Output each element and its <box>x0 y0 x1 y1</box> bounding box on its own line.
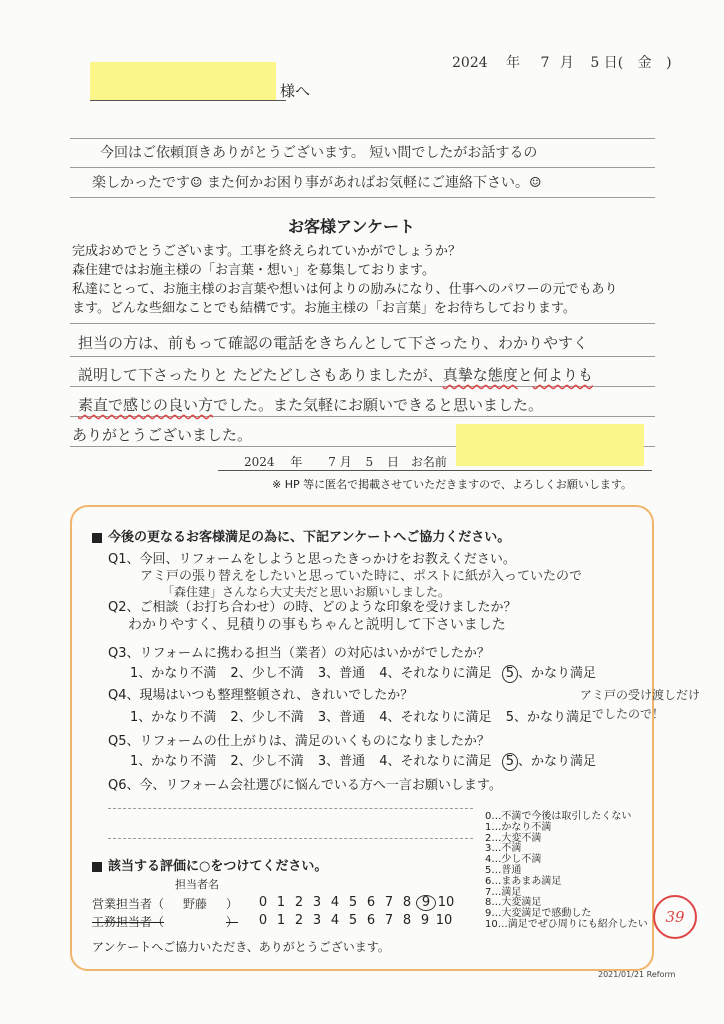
comment-rule-3 <box>70 386 655 387</box>
comment-line-3 <box>78 394 543 415</box>
option-3: 3、普通 <box>317 710 366 725</box>
question-5-options <box>130 750 596 771</box>
comment-highlight-honest: 素直で感じの良い方 <box>78 396 214 414</box>
note-line-2: でしたので！ <box>592 707 665 721</box>
question-2: Q2、ご相談（お打ち合わせ）の時、どのような印象を受けましたか？ <box>108 600 517 615</box>
name-label: お名前 <box>410 455 447 469</box>
answer-1-line-2: 「森住建」さんなら大丈夫だと思いお願いしました。 <box>162 585 451 599</box>
score-digit: 7 <box>384 913 394 928</box>
staff-name-label: 担当者名 <box>175 878 219 891</box>
date-month: 7 <box>540 55 550 71</box>
date-close: ) <box>666 55 672 71</box>
thanks-message: アンケートへご協力いただき、ありがとうございます。 <box>92 940 390 954</box>
sales-close: ） <box>226 897 239 911</box>
construction-label: 工務担当者（ <box>92 915 165 929</box>
question-4: Q4、現場はいつも整理整頓され、きれいでしたか？ <box>108 688 414 703</box>
addressee-suffix: 様へ <box>280 82 311 100</box>
signature-underline <box>218 470 652 471</box>
message-rule-3 <box>70 197 655 198</box>
comment-text: でした。また気軽にお願いできると思いました。 <box>213 396 544 414</box>
redacted-name-highlight <box>90 62 276 100</box>
comment-text: と <box>517 366 533 384</box>
rating-scale-legend <box>485 812 648 931</box>
score-digit: 8 <box>402 913 412 928</box>
question-3: Q3、リフォームに携わる担当（業者）の対応はいかがでしたか？ <box>108 646 490 661</box>
questionnaire-heading-text: 今後の更なるお客様満足の為に、下記アンケートへご協力ください。 <box>108 530 511 545</box>
comment-rule-4 <box>70 416 655 417</box>
sign-month: 7 <box>328 455 336 469</box>
sales-score-digits <box>254 895 456 911</box>
square-bullet-icon <box>92 533 102 543</box>
signature-date <box>244 453 447 470</box>
survey-title: お客様アンケート <box>288 217 416 236</box>
date-year-unit: 年 <box>506 55 521 71</box>
message-line-1: 今回はご依頼頂きありがとうございます。 短い間でしたがお話するの <box>100 145 538 161</box>
scale-item: 3…不満 <box>485 843 522 855</box>
option-4: 4、それなりに満足 <box>379 710 492 725</box>
scale-item: 6…まあまあ満足 <box>485 875 562 887</box>
scale-item: 7…満足 <box>485 886 522 898</box>
questionnaire-heading <box>92 526 510 545</box>
score-digit: 10 <box>435 913 453 928</box>
option-3: 3、普通 <box>317 666 366 681</box>
score-digit: 1 <box>276 895 286 910</box>
sign-day: 5 <box>365 455 374 469</box>
option-1: 1、かなり不満 <box>130 666 217 681</box>
option-4: 4、それなりに満足 <box>379 666 492 681</box>
comment-line-4: ありがとうございました。 <box>72 426 253 444</box>
comment-line-1: 担当の方は、前もって確認の電話をきちんとして下さったり、わかりやすく <box>78 334 589 352</box>
date-weekday: 金 <box>637 55 652 71</box>
square-bullet-icon <box>92 862 102 872</box>
anonymous-note: ※ HP 等に匿名で掲載させていただきますので、よろしくお願いします。 <box>272 478 633 491</box>
scale-item: 10…満足でぜひ周りにも紹介したい <box>485 918 648 930</box>
date-year: 2024 <box>452 55 488 71</box>
sign-year: 2024 <box>244 455 275 469</box>
score-digit: 3 <box>312 913 322 928</box>
answer-1-line-1: アミ戸の張り替えをしたいと思っていた時に、ポストに紙が入っていたので <box>140 569 583 584</box>
construction-close: ） <box>226 915 239 929</box>
score-digit: 1 <box>276 913 286 928</box>
scale-item: 5…普通 <box>485 864 522 876</box>
sales-label: 営業担当者（ <box>92 897 165 911</box>
red-stamp: 39 <box>653 895 697 939</box>
intro-line: 私達にとって、お施主様のお言葉や想いは何よりの励みになり、仕事へのパワーの元でもあり <box>72 282 618 297</box>
score-digit-selected: 9 <box>416 895 436 911</box>
comment-rule-1 <box>70 323 655 324</box>
score-digit: 4 <box>330 913 340 928</box>
intro-line: ます。どんな些細なことでも結構です。お施主様の「お言葉」をお待ちしております。 <box>72 301 576 316</box>
scale-item: 0…不満で今後は取引したくない <box>485 811 632 822</box>
score-digit: 2 <box>294 913 304 928</box>
answer-2: わかりやすく、見積りの事もちゃんと説明して下さいました <box>128 617 506 633</box>
option-5-circled: 5 <box>502 665 518 683</box>
score-digit: 7 <box>384 895 394 910</box>
header-date <box>452 52 672 72</box>
sign-year-unit: 年 <box>290 455 303 469</box>
question-4-note <box>580 686 700 724</box>
score-digit: 5 <box>348 913 358 928</box>
message-rule-1 <box>70 138 655 139</box>
note-line-1: アミ戸の受け渡しだけ <box>580 688 701 702</box>
option-2: 2、少し不満 <box>230 710 304 725</box>
date-day-unit: 日( <box>603 55 624 71</box>
scale-item: 1…かなり不満 <box>485 821 552 833</box>
score-digit: 10 <box>437 895 455 910</box>
scale-item: 2…大変不満 <box>485 832 542 844</box>
scale-item: 9…大変満足で感動した <box>485 908 592 920</box>
comment-highlight-sincere: 真摯な態度 <box>442 366 518 384</box>
comment-text: 説明して下さったりと たどたどしさもありましたが、 <box>78 366 443 384</box>
comment-highlight-above-all: 何よりも <box>532 366 593 384</box>
sales-row <box>92 895 238 912</box>
sign-day-unit: 日 <box>387 455 400 469</box>
q6-answer-line-1 <box>108 808 473 809</box>
footer-version: 2021/01/21 Reform <box>598 970 676 979</box>
option-1: 1、かなり不満 <box>130 754 217 769</box>
message-line-2: 楽しかったです☺ また何かお困り事があればお気軽にご連絡下さい。☺ <box>92 175 542 191</box>
scale-item: 8…大変満足 <box>485 897 542 909</box>
score-digit: 6 <box>366 913 376 928</box>
score-digit: 5 <box>348 895 358 910</box>
construction-row <box>92 913 238 930</box>
question-3-options <box>130 662 596 683</box>
score-digit: 3 <box>312 895 322 910</box>
score-digit: 6 <box>366 895 376 910</box>
option-5-label: 、かなり満足 <box>517 666 596 681</box>
message-rule-2 <box>70 167 655 168</box>
option-4: 4、それなりに満足 <box>379 754 492 769</box>
score-digit: 4 <box>330 895 340 910</box>
sales-name: 野藤 <box>183 897 208 911</box>
option-1: 1、かなり不満 <box>130 710 217 725</box>
date-day: 5 <box>590 55 600 71</box>
option-5: 5、かなり満足 <box>505 710 592 725</box>
question-5: Q5、リフォームの仕上がりは、満足のいくものになりましたか？ <box>108 734 490 749</box>
score-digit: 9 <box>420 913 430 928</box>
score-digit: 2 <box>294 895 304 910</box>
rating-heading-text: 該当する評価に○をつけてください。 <box>108 859 328 874</box>
redacted-signature-highlight <box>456 424 644 466</box>
question-4-options <box>130 706 592 725</box>
question-6: Q6、今、リフォーム会社選びに悩んでいる方へ一言お願いします。 <box>108 778 502 793</box>
score-digit: 0 <box>258 913 268 928</box>
intro-line: 完成おめでとうございます。工事を終えられていかがでしょうか？ <box>72 244 461 259</box>
addressee-underline <box>90 100 286 101</box>
q6-answer-line-2 <box>108 838 473 839</box>
option-2: 2、少し不満 <box>230 754 304 769</box>
rating-heading <box>92 855 327 874</box>
comment-line-2 <box>78 364 593 385</box>
option-2: 2、少し不満 <box>230 666 304 681</box>
construction-score-digits <box>254 913 454 928</box>
intro-line: 森住建ではお施主様の「お言葉・想い」を募集しております。 <box>72 263 435 278</box>
option-5-label: 、かなり満足 <box>517 754 596 769</box>
question-1: Q1、今回、リフォームをしようと思ったきっかけをお教えください。 <box>108 552 516 567</box>
option-5-circled: 5 <box>502 753 518 771</box>
sign-month-unit: 月 <box>339 455 352 469</box>
score-digit: 0 <box>258 895 268 910</box>
survey-intro <box>72 242 617 318</box>
scale-item: 4…少し不満 <box>485 854 542 866</box>
option-3: 3、普通 <box>317 754 366 769</box>
date-month-unit: 月 <box>559 55 574 71</box>
comment-rule-2 <box>70 356 655 357</box>
score-digit: 8 <box>402 895 412 910</box>
